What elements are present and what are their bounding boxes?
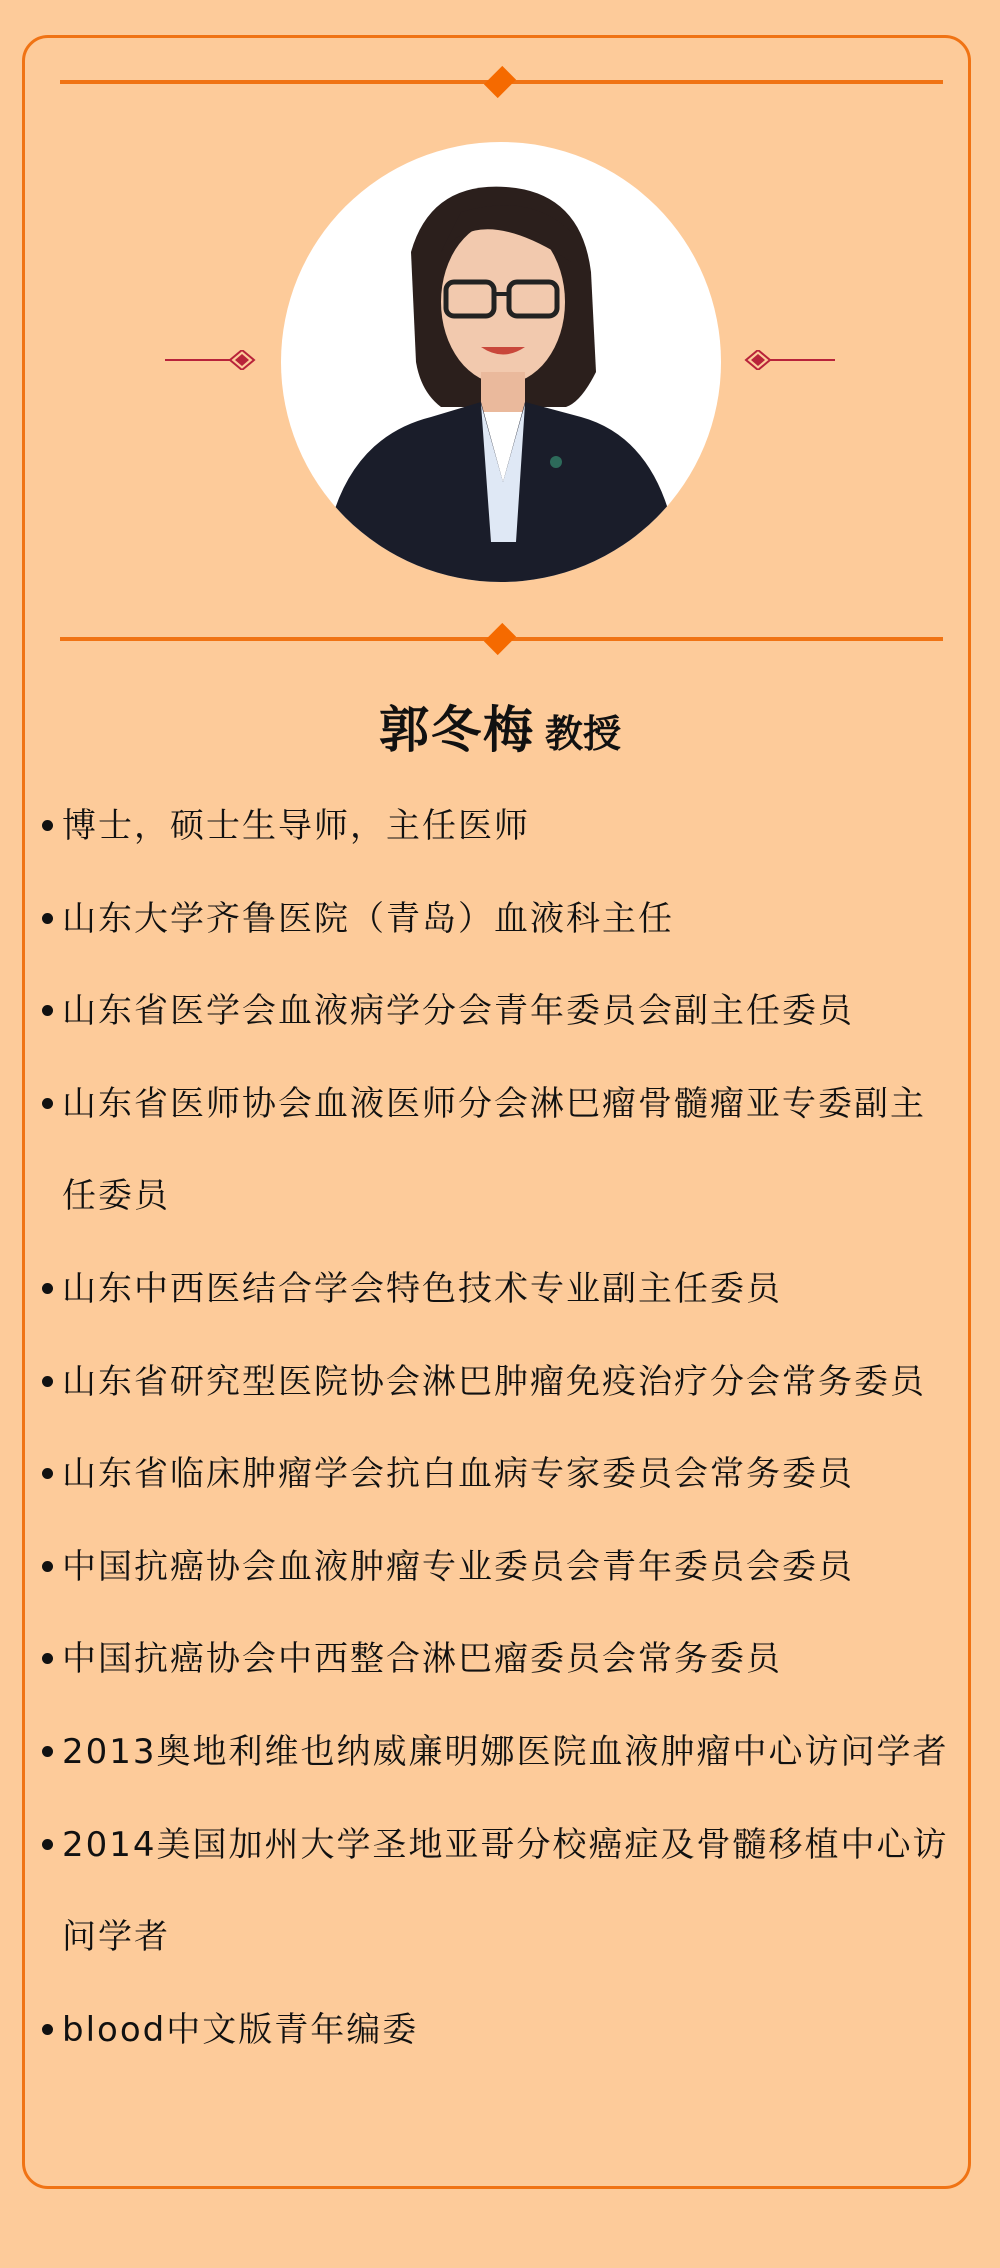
portrait-photo <box>281 142 721 582</box>
list-item: 山东省医师协会血液医师分会淋巴瘤骨髓瘤亚专委副主任委员 <box>40 1058 950 1243</box>
list-item: blood中文版青年编委 <box>40 1984 950 2077</box>
list-item: 中国抗癌协会中西整合淋巴瘤委员会常务委员 <box>40 1613 950 1706</box>
list-item: 山东大学齐鲁医院（青岛）血液科主任 <box>40 873 950 966</box>
list-item: 2014美国加州大学圣地亚哥分校癌症及骨髓移植中心访问学者 <box>40 1799 950 1984</box>
list-item: 山东中西医结合学会特色技术专业副主任委员 <box>40 1243 950 1336</box>
profile-heading <box>0 690 1000 762</box>
list-item: 中国抗癌协会血液肿瘤专业委员会青年委员会委员 <box>40 1521 950 1614</box>
list-item: 山东省医学会血液病学分会青年委员会副主任委员 <box>40 965 950 1058</box>
list-item: 山东省研究型医院协会淋巴肿瘤免疫治疗分会常务委员 <box>40 1336 950 1429</box>
right-ornament-icon <box>740 350 840 370</box>
list-item: 博士，硕士生导师，主任医师 <box>40 780 950 873</box>
person-name: 郭冬梅 <box>378 701 535 759</box>
person-title: 教授 <box>544 712 621 756</box>
list-item: 2013奥地利维也纳威廉明娜医院血液肿瘤中心访问学者 <box>40 1706 950 1799</box>
credentials-list <box>40 780 950 2076</box>
list-item: 山东省临床肿瘤学会抗白血病专家委员会常务委员 <box>40 1428 950 1521</box>
left-ornament-icon <box>160 350 260 370</box>
